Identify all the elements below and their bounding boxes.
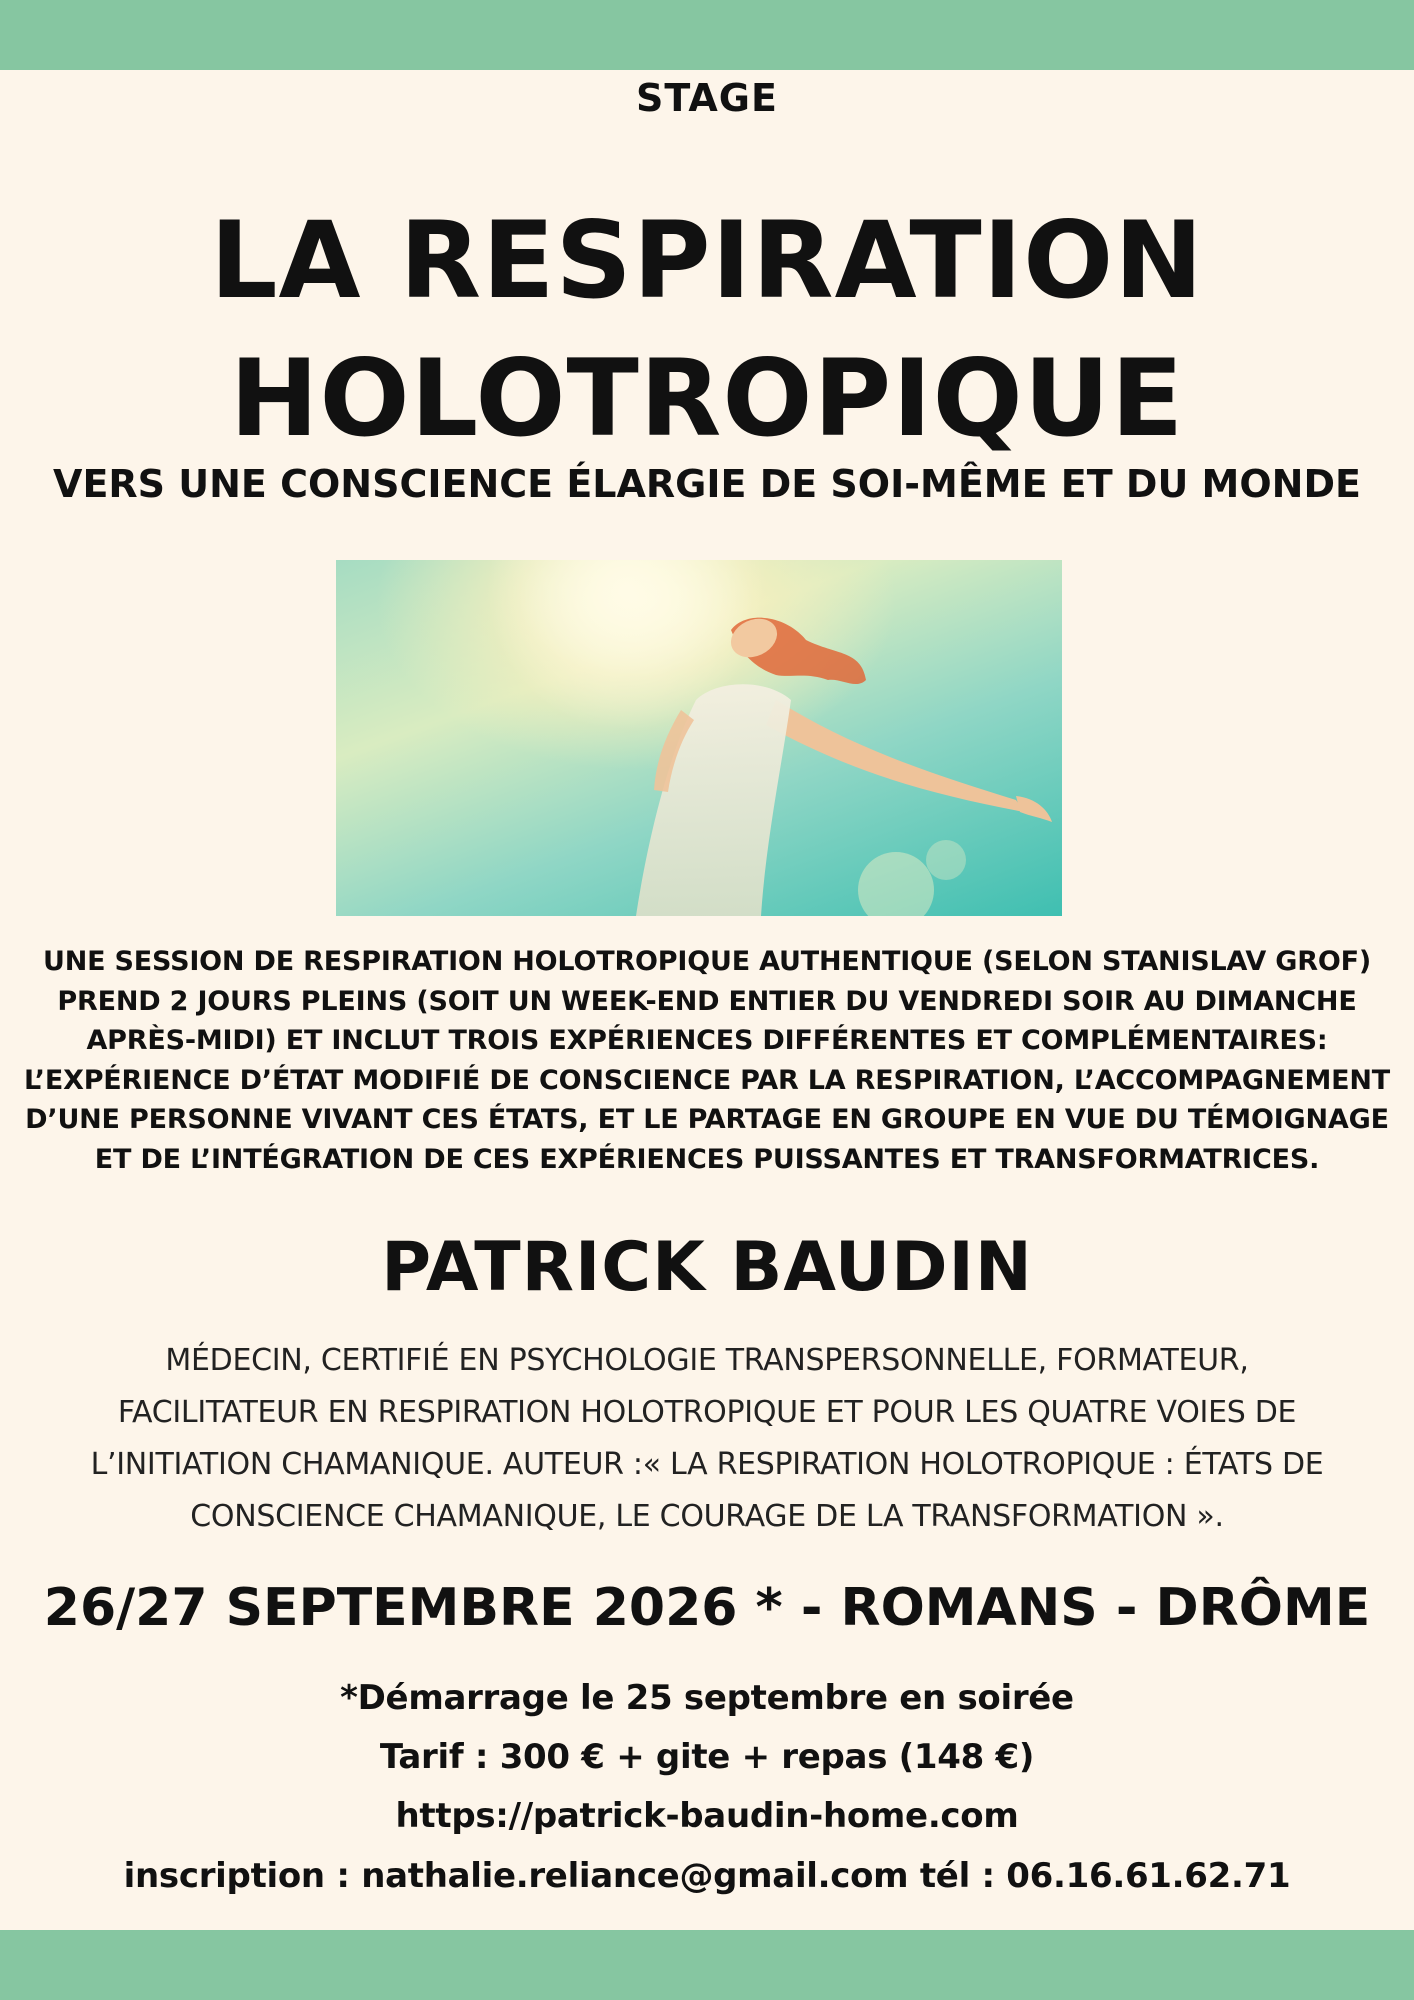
website-link[interactable]: https://patrick-baudin-home.com <box>395 1796 1019 1836</box>
facilitator-bio: MÉDECIN, CERTIFIÉ EN PSYCHOLOGIE TRANSPERSONNELLE, FORMATEUR, FACILITATEUR EN RESPIRATION HOLOTROPIQUE ET POUR LES QUATRE VOIES DE L’INITIATION CHAMANIQUE. AUTEUR :« LA RESPIRATION HOLOTROPIQUE : ÉTATS DE CONSCIENCE CHAMANIQUE, LE COURAGE DE LA TRANSFORMATION ». <box>90 1343 1324 1534</box>
stage-label: STAGE <box>636 76 778 120</box>
facilitator-name: PATRICK BAUDIN <box>381 1228 1033 1307</box>
session-description: UNE SESSION DE RESPIRATION HOLOTROPIQUE AUTHENTIQUE (SELON STANISLAV GROF) PREND 2 JOURS PLEINS (SOIT UN WEEK-END ENTIER DU VENDREDI SOIR AU DIMANCHE APRÈS-MIDI) ET INCLUT TROIS EXPÉRIENCES DIFFÉRENTES ET COMPLÉMENTAIRES: L’EXPÉRIENCE D’ÉTAT MODIFIÉ DE CONSCIENCE PAR LA RESPIRATION, L’ACCOMPAGNEMENT D’UNE PERSONNE VIVANT CES ÉTATS, ET LE PARTAGE EN GROUPE EN VUE DU TÉMOIGNAGE ET DE L’INTÉGRATION DE CES EXPÉRIENCES PUISSANTES ET TRANSFORMATRICES. <box>24 946 1390 1175</box>
top-band <box>0 0 1414 70</box>
page-title: LA RESPIRATION HOLOTROPIQUE <box>210 199 1204 460</box>
event-dates: 26/27 SEPTEMBRE 2026 * - ROMANS - DRÔME <box>43 1578 1371 1638</box>
woman-breathing-illustration <box>336 560 1062 916</box>
page-subtitle: VERS UNE CONSCIENCE ÉLARGIE DE SOI-MÊME ET DU MONDE <box>53 462 1361 506</box>
bottom-band <box>0 1930 1414 2000</box>
price-line: Tarif : 300 € + gite + repas (148 €) <box>379 1737 1035 1777</box>
hero-photo <box>336 560 1062 916</box>
start-note: *Démarrage le 25 septembre en soirée <box>340 1678 1074 1718</box>
contact-line[interactable]: inscription : nathalie.reliance@gmail.com tél : 06.16.61.62.71 <box>123 1856 1291 1896</box>
